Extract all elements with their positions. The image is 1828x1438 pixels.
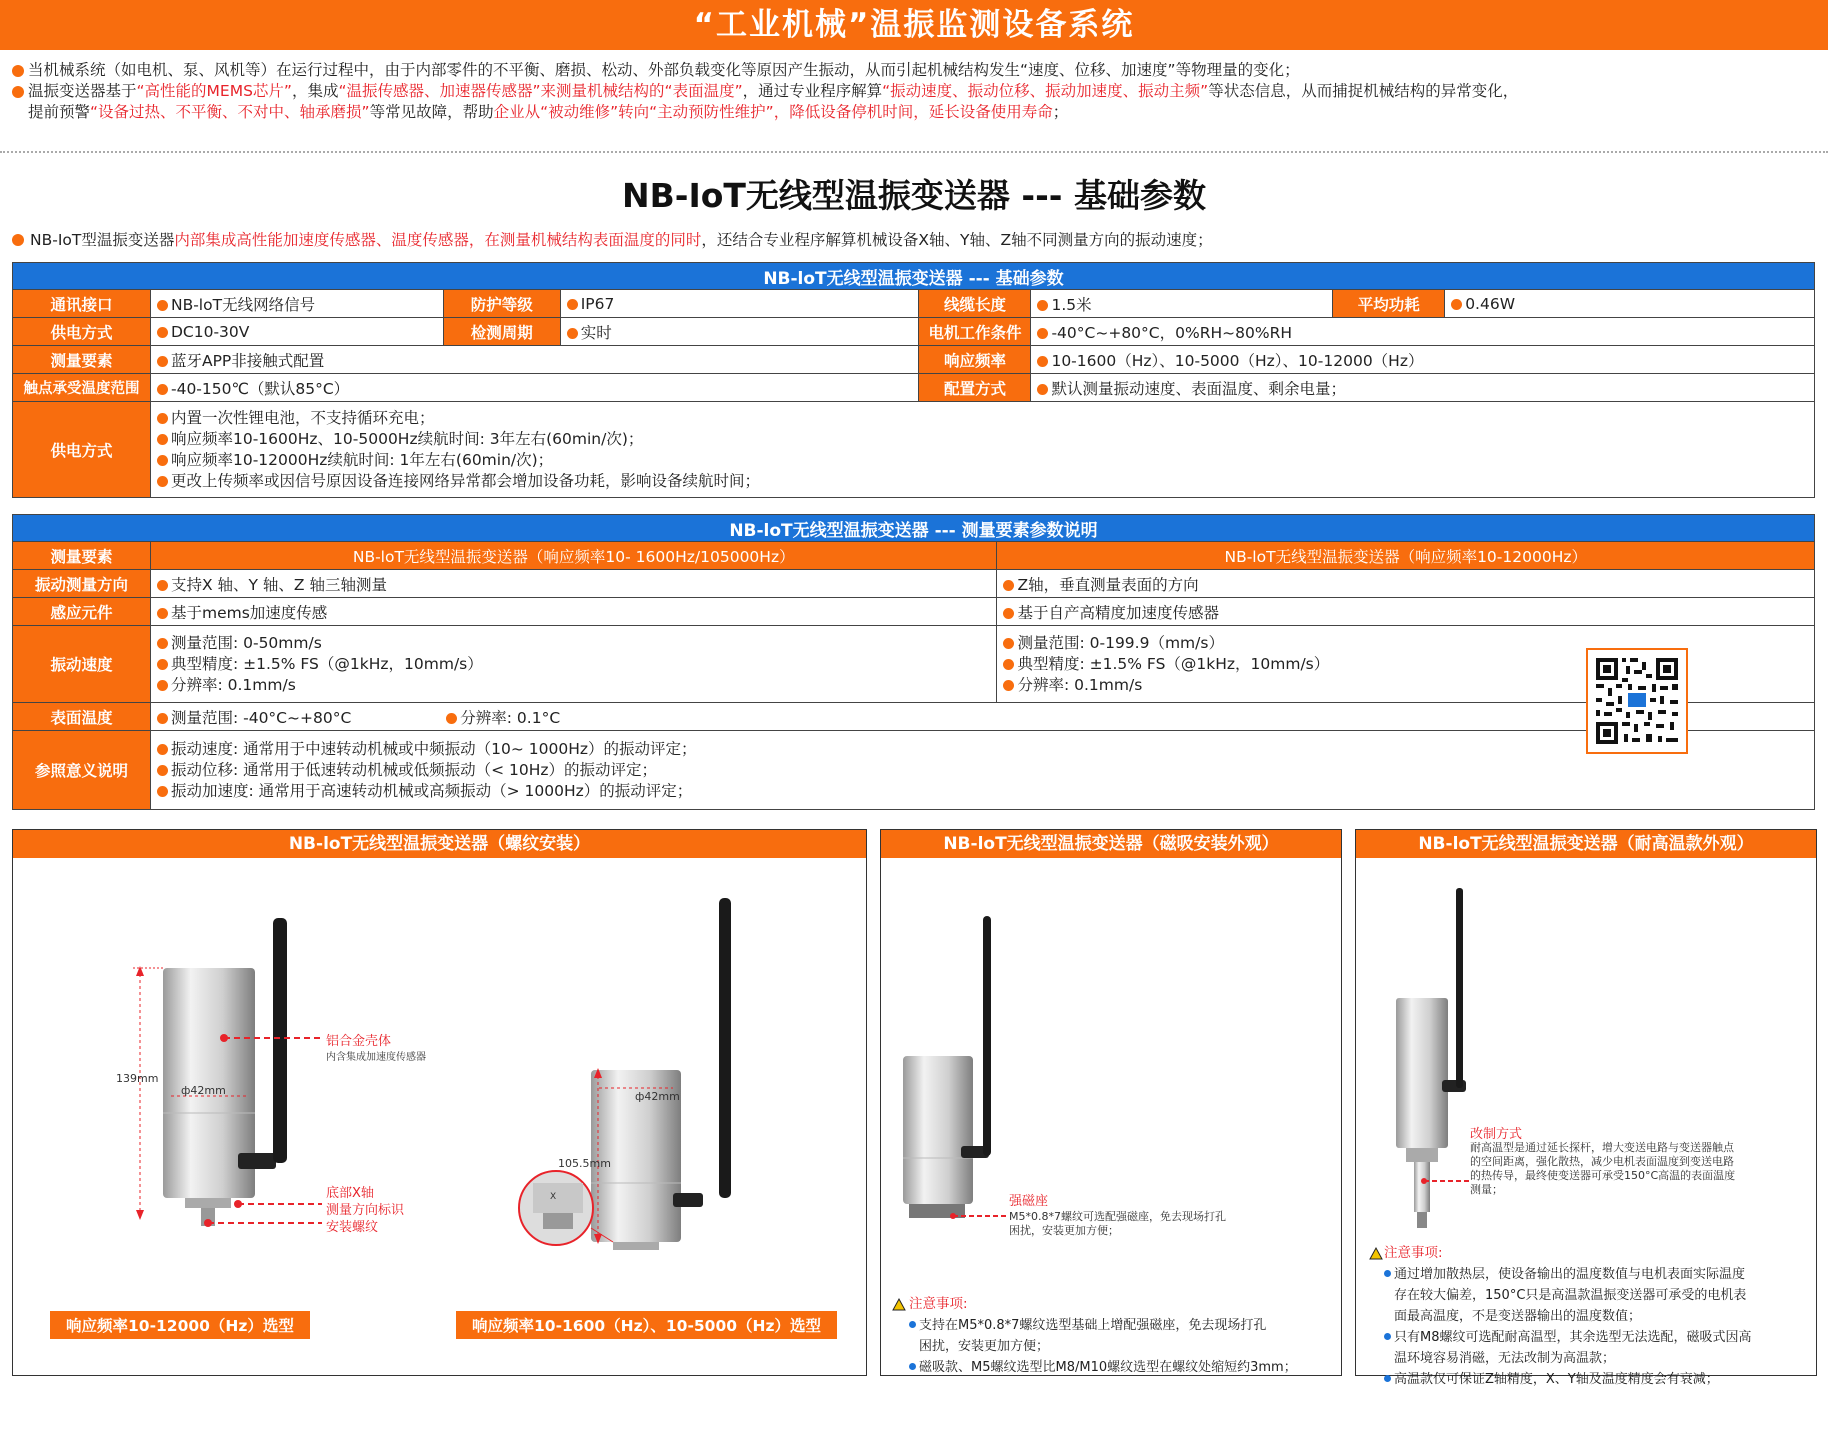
panel3-note-line: 温环境容易消磁，无法改制为高温款； bbox=[1394, 1351, 1616, 1366]
bullet-icon bbox=[446, 713, 457, 724]
qr-code[interactable] bbox=[1586, 648, 1688, 754]
bullet-icon bbox=[1451, 299, 1462, 310]
table2-title: NB-loT无线型温振变送器 --- 测量要素参数说明 bbox=[13, 515, 1815, 542]
measure-params-table bbox=[12, 514, 1815, 810]
label-mod-method: 改制方式 bbox=[1470, 1127, 1523, 1142]
label-vibration-direction: 振动测量方向 bbox=[13, 570, 151, 598]
section-title: NB-IoT无线型温振变送器 --- 基础参数 bbox=[622, 176, 1206, 215]
label-measure-elements: 测量要素 bbox=[13, 346, 151, 374]
dotted-divider bbox=[0, 151, 1828, 153]
thread-mount-illustration bbox=[13, 858, 866, 1375]
bullet-icon bbox=[12, 234, 24, 246]
label-shell-sub: 内含集成加速度传感器 bbox=[326, 1052, 426, 1063]
bullet-icon bbox=[1384, 1375, 1391, 1382]
bullet-icon bbox=[157, 356, 168, 367]
bullet-icon bbox=[909, 1363, 916, 1370]
warning-icon bbox=[1370, 1248, 1382, 1259]
antenna-hightemp bbox=[1456, 888, 1463, 1088]
bullet-icon bbox=[1003, 608, 1014, 619]
t2-header-col1: NB-loT无线型温振变送器（响应频率10- 1600Hz/105000Hz） bbox=[150, 542, 997, 570]
intro-paragraph-1 bbox=[12, 60, 1812, 81]
value-speed-col2: 测量范围: 0-199.9（mm/s） 典型精度: ±1.5% FS（@1kHz，10mm/s） 分辨率: 0.1mm/s bbox=[997, 626, 1815, 703]
value-sensing-col2: 基于自产高精度加速度传感器 bbox=[997, 598, 1815, 626]
bullet-icon bbox=[157, 580, 168, 591]
bullet-icon bbox=[157, 434, 168, 445]
label-config-mode: 配置方式 bbox=[919, 374, 1031, 402]
panel-thread-mount bbox=[12, 829, 867, 1376]
intro-paragraph-2 bbox=[12, 81, 1812, 123]
bullet-icon bbox=[1037, 328, 1048, 339]
warning-icon bbox=[893, 1299, 905, 1310]
bullet-icon bbox=[1003, 659, 1014, 670]
mod-desc-line: 耐高温型是通过延长探杆，增大变送电路与变送器触点 bbox=[1470, 1141, 1734, 1154]
intro-p2c: ，集成 bbox=[291, 82, 339, 100]
bullet-icon bbox=[1037, 384, 1048, 395]
bullet-icon bbox=[1037, 356, 1048, 367]
bullet-icon bbox=[157, 300, 168, 311]
value-surface-temp: 测量范围: -40°C~+80°C 分辨率: 0.1°C bbox=[150, 703, 1814, 731]
intro-p2b: “高性能的MEMS芯片” bbox=[136, 82, 292, 100]
label-response-freq: 响应频率 bbox=[919, 346, 1031, 374]
value-direction-col2: Z轴，垂直测量表面的方向 bbox=[997, 570, 1815, 598]
bullet-icon bbox=[157, 638, 168, 649]
value-detect-cycle: 实时 bbox=[560, 318, 919, 346]
value-reference-notes: 振动速度: 通常用于中速转动机械或中频振动（10~ 1000Hz）的振动评定； 振动位移: 通常用于低速转动机械或低频振动（< 10Hz）的振动评定； 振动加速度: 通常用于高速转动机械或高频振动（> 1000Hz）的振动评定； bbox=[150, 731, 1814, 810]
panel3-note-line: 存在较大偏差，150°C只是高温款温振变送器可承受的电机表 bbox=[1394, 1288, 1747, 1303]
mod-desc-line: 测量； bbox=[1470, 1183, 1503, 1196]
value-contact-temp: -40-150℃（默认85°C） bbox=[150, 374, 918, 402]
panel3-title: NB-loT无线型温振变送器（耐高温款外观） bbox=[1356, 830, 1816, 858]
mod-desc-line: 的热传导，最终使变送器可承受150°C高温的表面温度 bbox=[1470, 1169, 1736, 1182]
extension-rod bbox=[1414, 1162, 1430, 1212]
bullet-icon bbox=[157, 786, 168, 797]
power-note: 响应频率10-1600Hz、10-5000Hz续航时间: 3年左右(60min/次)； bbox=[157, 429, 1808, 450]
panel2-note-line: 困扰，安装更加方便； bbox=[919, 1339, 1050, 1354]
sensor-body-magnetic bbox=[903, 1056, 973, 1204]
bullet-icon bbox=[157, 413, 168, 424]
bullet-icon bbox=[157, 744, 168, 755]
value-sensing-col1: 基于mems加速度传感 bbox=[150, 598, 997, 626]
label-direction-mark: 测量方向标识 bbox=[326, 1203, 405, 1218]
bullet-icon bbox=[1037, 300, 1048, 311]
power-note: 响应频率10-12000Hz续航时间: 1年左右(60min/次)； bbox=[157, 450, 1808, 471]
bullet-icon bbox=[12, 86, 24, 98]
panel2-note-title: 注意事项: bbox=[909, 1296, 968, 1312]
value-config-mode: 默认测量振动速度、表面温度、剩余电量； bbox=[1031, 374, 1815, 402]
bullet-icon bbox=[157, 476, 168, 487]
label-vibration-speed: 振动速度 bbox=[13, 626, 151, 703]
bullet-icon bbox=[1003, 580, 1014, 591]
bullet-icon bbox=[157, 384, 168, 395]
intro-p2e: ，通过专业程序解算 bbox=[742, 82, 883, 100]
panel3-note-title: 注意事项: bbox=[1384, 1245, 1443, 1261]
value-avg-power: 0.46W bbox=[1445, 290, 1815, 318]
antenna-magnetic bbox=[983, 916, 991, 1156]
label-bottom-x: 底部X轴 bbox=[326, 1186, 374, 1201]
bullet-icon bbox=[567, 328, 578, 339]
section-intro-c: ，还结合专业程序解算机械设备X轴、Y轴、Z轴不同测量方向的振动速度； bbox=[701, 231, 1213, 249]
bullet-icon bbox=[1384, 1333, 1391, 1340]
basic-params-table bbox=[12, 262, 1815, 498]
antenna-short bbox=[719, 898, 731, 1198]
intro-p2f: “振动速度、振动位移、振动加速度、振动主频” bbox=[882, 82, 1209, 100]
label-cable-length: 线缆长度 bbox=[919, 290, 1031, 318]
label-reference-notes: 参照意义说明 bbox=[13, 731, 151, 810]
value-comm-interface: NB-loT无线网络信号 bbox=[150, 290, 443, 318]
sensor-body-hightemp bbox=[1396, 998, 1448, 1148]
mag-desc-line: 困扰，安装更加方便； bbox=[1009, 1224, 1119, 1237]
label-shell: 铝合金壳体 bbox=[326, 1034, 392, 1049]
panel1-title: NB-loT无线型温振变送器（螺纹安装） bbox=[13, 830, 866, 858]
t2-header-col2: NB-loT无线型温振变送器（响应频率10-12000Hz） bbox=[997, 542, 1815, 570]
value-power-supply: DC10-30V bbox=[150, 318, 443, 346]
bullet-icon bbox=[157, 608, 168, 619]
bullet-icon bbox=[157, 327, 168, 338]
intro-p2g: 等状态信息，从而捕捉机械结构的异常变化， bbox=[1208, 82, 1519, 100]
mag-desc-line: M5*0.8*7螺纹可选配强磁座，免去现场打孔 bbox=[1009, 1210, 1226, 1223]
value-power-notes bbox=[150, 402, 1814, 498]
bullet-icon bbox=[1384, 1270, 1391, 1277]
panel3-notes: 注意事项: 通过增加散热层，使设备输出的温度数值与电机表面实际温度 存在较大偏差，150°C只是高温款温振变送器可承受的电机表 面最高温度，不是变送器输出的温度数值； 只有M8螺纹可选配耐高温型，其余选型无法选配，磁吸式因高 温环境容易消磁，无法改制为高温款； 高温款仅可保证Z轴精度，X、Y轴及温度精度会有衰减； bbox=[1384, 1245, 1752, 1387]
intro-p3c: 等常见故障，帮助 bbox=[369, 103, 494, 121]
value-measure-elements: 蓝牙APP非接触式配置 bbox=[150, 346, 918, 374]
label-contact-temp: 触点承受温度范围 bbox=[13, 374, 151, 402]
intro-p3e: ； bbox=[1052, 103, 1069, 121]
label-height-105: 105.5mm bbox=[558, 1157, 611, 1170]
bullet-icon bbox=[1003, 638, 1014, 649]
label-dia-42-b: ф42mm bbox=[635, 1090, 680, 1103]
section-intro-b: 内部集成高性能加速度传感器、温度传感器，在测量机械结构表面温度的同时 bbox=[174, 231, 702, 249]
value-speed-col1: 测量范围: 0-50mm/s 典型精度: ±1.5% FS（@1kHz，10mm/s） 分辨率: 0.1mm/s bbox=[150, 626, 997, 703]
label-power-supply: 供电方式 bbox=[13, 318, 151, 346]
panel-high-temp bbox=[1355, 829, 1817, 1387]
bullet-icon bbox=[157, 659, 168, 670]
antenna-long bbox=[273, 918, 287, 1163]
bullet-icon bbox=[909, 1321, 916, 1328]
bullet-icon bbox=[157, 455, 168, 466]
value-response-freq: 10-1600（Hz）、10-5000（Hz）、10-12000（Hz） bbox=[1031, 346, 1815, 374]
intro-text bbox=[12, 60, 1812, 123]
intro-p3d: 企业从“被动维修”转向“主动预防性维护”，降低设备停机时间，延长设备使用寿命 bbox=[493, 103, 1053, 121]
tag-12000hz: 响应频率10-12000（Hz）选型 bbox=[50, 1311, 310, 1339]
panel2-notes: 注意事项: 支持在M5*0.8*7螺纹选型基础上增配强磁座，免去现场打孔 困扰，安装更加方便； 磁吸款、M5螺纹选型比M8/M10螺纹选型在螺纹处缩短约3mm； bbox=[909, 1296, 1297, 1375]
intro-p3b: “设备过热、不平衡、不对中、轴承磨损” bbox=[90, 103, 370, 121]
bullet-icon bbox=[1003, 680, 1014, 691]
page-banner: “工业机械”温振监测设备系统 bbox=[0, 0, 1828, 50]
qr-code-icon bbox=[1588, 650, 1686, 752]
section-intro bbox=[12, 228, 1812, 250]
bullet-icon bbox=[567, 299, 578, 310]
label-detect-cycle: 检测周期 bbox=[443, 318, 560, 346]
label-height-139: 139mm bbox=[116, 1072, 159, 1085]
label-surface-temp: 表面温度 bbox=[13, 703, 151, 731]
panel3-note-line: 面最高温度，不是变送器输出的温度数值； bbox=[1394, 1309, 1642, 1324]
panel2-title: NB-loT无线型温振变送器（磁吸安装外观） bbox=[881, 830, 1341, 858]
mod-desc-line: 的空间距离，强化散热，减少电机表面温度到变送电路 bbox=[1470, 1155, 1734, 1168]
power-note: 内置一次性锂电池，不支持循环充电； bbox=[157, 408, 1808, 429]
value-motor-conditions: -40°C~+80°C，0%RH~80%RH bbox=[1031, 318, 1815, 346]
label-axis-x: X bbox=[550, 1192, 557, 1202]
value-cable-length: 1.5米 bbox=[1031, 290, 1333, 318]
table1-title: NB-loT无线型温振变送器 --- 基础参数 bbox=[13, 263, 1815, 290]
label-mount-thread: 安装螺纹 bbox=[326, 1220, 379, 1235]
panel-magnetic-mount bbox=[880, 829, 1342, 1376]
label-motor-conditions: 电机工作条件 bbox=[919, 318, 1031, 346]
value-direction-col1: 支持X 轴、Y 轴、Z 轴三轴测量 bbox=[150, 570, 997, 598]
label-comm-interface: 通讯接口 bbox=[13, 290, 151, 318]
power-note: 更改上传频率或因信号原因设备连接网络异常都会增加设备功耗，影响设备续航时间； bbox=[157, 471, 1808, 492]
intro-p3a: 提前预警 bbox=[28, 103, 91, 121]
intro-p1: 当机械系统（如电机、泵、风机等）在运行过程中，由于内部零件的不平衡、磨损、松动、外部负载变化等原因产生振动，从而引起机械结构发生“速度、位移、加速度”等物理量的变化； bbox=[28, 61, 1300, 79]
intro-p2a: 温振变送器基于 bbox=[28, 82, 137, 100]
value-protection: IP67 bbox=[560, 290, 919, 318]
bullet-icon bbox=[157, 713, 168, 724]
label-sensing-element: 感应元件 bbox=[13, 598, 151, 626]
label-avg-power: 平均功耗 bbox=[1333, 290, 1445, 318]
section-intro-a: NB-IoT型温振变送器 bbox=[30, 231, 175, 249]
label-dia-42-a: ф42mm bbox=[181, 1084, 226, 1097]
label-power-supply-2: 供电方式 bbox=[13, 402, 151, 498]
label-magnet-base: 强磁座 bbox=[1009, 1194, 1049, 1209]
bullet-icon bbox=[157, 765, 168, 776]
bullet-icon bbox=[157, 680, 168, 691]
t2-header-label: 测量要素 bbox=[13, 542, 151, 570]
label-protection: 防护等级 bbox=[443, 290, 560, 318]
intro-p2d: “温振传感器、加速器传感器”来测量机械结构的“表面温度” bbox=[338, 82, 743, 100]
tag-1600-5000hz: 响应频率10-1600（Hz）、10-5000（Hz）选型 bbox=[456, 1311, 837, 1339]
bullet-icon bbox=[12, 65, 24, 77]
